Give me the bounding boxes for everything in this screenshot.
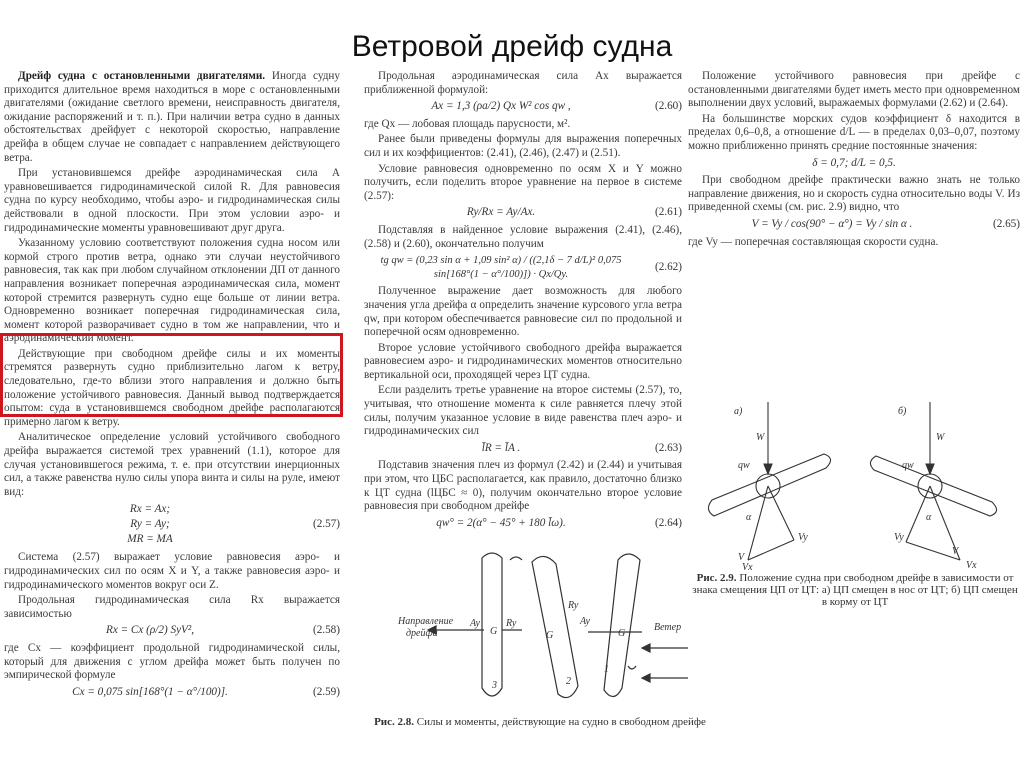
caption-number: Рис. 2.9. [696, 572, 737, 584]
paragraph: Второе условие устойчивого свободного дрейфа выражается равновесием аэро- и гидродинамических моментов относительно вертикальной оси, проходящей через ЦТ судна. [364, 341, 682, 381]
paragraph-text: Иногда судну приходится длительное время находиться в море с остановленными двигателями (ожидание светлого времени, неисправность двигателя, ожидание распоряжений и т. п.). При наличии ветра судно в данных обстоятельствах дрейфует с некоторой скоростью, направление дрейфа в общем случае не совпадает с направлением действующего ветра. [4, 70, 340, 164]
label-n1: 1 [604, 664, 609, 675]
label-vy: Vy [894, 532, 904, 543]
equation-2-59 [4, 686, 340, 700]
equation-2-60 [364, 100, 682, 114]
equation-2-61 [364, 206, 682, 220]
where-clause: где Qx — лобовая площадь парусности, м². [364, 117, 571, 130]
paragraph: Продольная гидродинамическая сила Rx выражается зависимостью [4, 594, 340, 620]
paragraph: На большинстве морских судов коэффициент δ находится в пределах 0,6–0,8, а отношение d/L — в пределах 0,03–0,07, поэтому можно приближенно принять средние постоянные значения: [688, 112, 1020, 152]
equation-body: Rx = Cx (ρ/2) SyV², [105, 624, 195, 637]
paragraph: Полученное выражение дает возможность для любого значения угла дрейфа α определить значение курсового угла ветра qw, при котором обеспечивается равновесие сил по продольной и поперечной осям одновременно. [364, 285, 682, 339]
where-clause: где Vy — поперечная составляющая скорости судна. [688, 235, 939, 248]
equation-2-57 [4, 502, 340, 547]
equation-number: (2.61) [654, 206, 682, 219]
paragraph: Подставляя в найденное условие выражения (2.41), (2.46), (2.58) и (2.60), окончательно получим [364, 223, 682, 250]
paragraph: Условие равновесия одновременно по осям X и Y можно получить, если поделить второе уравнение на первое в системе (2.57): [364, 162, 682, 202]
label-v: V [952, 546, 959, 557]
figure-2-9-caption [690, 572, 1020, 608]
equation-body: δ = 0,7; d/L = 0,5. [812, 156, 896, 169]
caption-text: Силы и моменты, действующие на судно в свободном дрейфе [416, 716, 706, 728]
paragraph [4, 70, 340, 165]
column-middle [364, 70, 682, 534]
label-v: V [738, 552, 745, 563]
equation-number: (2.58) [312, 624, 340, 637]
equation-body: V = Vy / cos(90° − α°) = Vy / sin α . [751, 217, 913, 230]
paragraph: Если разделить третье уравнение на второе системы (2.57), то, учитывая, что отношение момента к силе равняется плечу этой силы, получим указанное условие в виде равенства плеч аэро- и гидродинамических сил [364, 384, 682, 438]
paragraph: Подставив значения плеч из формул (2.42) и (2.44) и учитывая при этом, что ЦБС располагается, как правило, достаточно близко к ЦТ судна (lЦБС ≈ 0), получим окончательно второе условие равновесия при свободном дрейфе [364, 459, 682, 513]
slide-title: Ветровой дрейф судна [351, 30, 673, 63]
label-wind: Ветер [654, 622, 682, 633]
label-vx: Vx [742, 562, 753, 570]
label-direction: Направление [398, 616, 454, 627]
column-right [688, 70, 1020, 251]
label-qw: qw [902, 460, 914, 471]
label-w: W [756, 432, 765, 443]
equation-2-58 [4, 624, 340, 638]
equation-number: (2.62) [654, 260, 682, 273]
paragraph: Продольная аэродинамическая сила Ax выражается приближенной формулой: [364, 70, 682, 96]
label-ay: Ay [580, 616, 590, 627]
paragraph: При установившемся дрейфе аэродинамическая сила A уравновешивается гидродинамической силой R. Для равновесия судна по курсу необходимо, чтобы аэро- и гидродинамическая силы действовали в одной плоскости. При этом условии аэро- и гидродинамические моменты уравновешивают друг друга. [4, 167, 340, 234]
hull-a [708, 454, 830, 516]
label-n3: 3 [492, 680, 497, 691]
figure-2-8 [392, 548, 692, 710]
label-ay: Ay [470, 618, 480, 629]
paragraph: При свободном дрейфе практически важно знать не только направление движения, но и скорость судна относительно воды V. Из приведенной схемы (см. рис. 2.9) видно, что [688, 174, 1020, 214]
equation-number: (2.63) [654, 441, 682, 454]
equation-number: (2.57) [312, 518, 340, 531]
label-drift: дрейфа [406, 628, 438, 639]
paragraph: Система (2.57) выражает условие равновесия аэро- и гидродинамических сил по осям X и Y, а также равновесия аэро- и гидродинамического моментов вокруг оси Z. [4, 551, 340, 591]
label-vy: Vy [798, 532, 808, 543]
label-ry: Ry [506, 618, 517, 629]
paragraph: Положение устойчивого равновесия при дрейфе с остановленными двигателями будет иметь место при одновременном выполнении двух условий, выражаемых формулами (2.62) и (2.64). [688, 70, 1020, 110]
equation-body: tg qw = (0,23 sin α + 1,09 sin² α) / ((2,1δ − 7 d/L)² 0,075 sin[168°(1 − α°/100)]) · Qx/Qy. [380, 255, 622, 280]
equation-body: Ry/Rx = Ay/Ax. [466, 206, 536, 219]
label-n2: 2 [566, 676, 571, 687]
highlighted-paragraph: Действующие при свободном дрейфе силы и их моменты стремятся развернуть судно приблизительно лагом к ветру, следовательно, где-то вблизи этого направления и должно быть положение устойчивого равновесия. Данный вывод подтверждается опытом: суда в установившемся свободном дрейфе располагаются примерно лагом к ветру. [4, 347, 340, 428]
equation-2-65 [688, 218, 1020, 232]
equation-2-63 [364, 442, 682, 456]
paragraph: Ранее были приведены формулы для выражения поперечных сил и их коэффициентов: (2.41), (2.46), (2.47) и (2.51). [364, 133, 682, 159]
caption-text: Положение судна при свободном дрейфе в зависимости от знака смещения ЦП от ЦТ: а) ЦП смещен в нос от ЦТ; б) ЦП смещен в корму от ЦТ [692, 572, 1018, 608]
label-g: G [546, 630, 554, 641]
label-w: W [936, 432, 945, 443]
label-b: б) [898, 406, 907, 417]
equation-number: (2.59) [312, 685, 340, 698]
figure-2-9 [690, 400, 1020, 570]
hull-1 [604, 554, 640, 697]
equation-number: (2.60) [654, 100, 682, 113]
label-a: а) [734, 406, 743, 417]
equation-line: Ry = Ay; [130, 518, 170, 531]
equation-2-62 [364, 254, 682, 281]
hull-2 [532, 556, 578, 697]
label-alpha: α [926, 512, 932, 523]
label-qw: qw [738, 460, 750, 471]
label-alpha: α [746, 512, 752, 523]
label-vx: Vx [966, 560, 977, 570]
paragraph: Аналитическое определение условий устойчивого свободного дрейфа выражается системой трех уравнений (1.1), которое для случая установившегося режима, т. е. при отсутствии инерционных сил, а также равенства нулю силы упора винта и силы на руле, имеют вид: [4, 431, 340, 498]
figure-2-8-caption [360, 716, 720, 728]
label-g: G [490, 626, 498, 637]
equation-body: qw° = 2(α° − 45° + 180 l̄ω). [436, 516, 566, 529]
paragraph: Указанному условию соответствуют положения судна носом или кормой строго против ветра, однако эти случаи неустойчивого равновесия, так как при любом случайном отклонении ДП от данного направления возникает поперечная аэродинамическая сила, момент которой стремится развернуть судно еще больше от линии ветра. Одновременно возникает поперечная гидродинамическая сила, момент которой разворачивает судно в том же направлении, что и аэродинамический момент. [4, 237, 340, 345]
label-g: G [618, 628, 626, 639]
equation-body: Cx = 0,075 sin[168°(1 − α°/100)]. [72, 685, 228, 698]
caption-number: Рис. 2.8. [374, 716, 415, 728]
equation-2-64 [364, 517, 682, 531]
equation-body: Ax = 1,3 (ρa/2) Qx W² cos qw , [431, 100, 571, 113]
equation-constants [688, 157, 1020, 171]
where-clause: где Cx — коэффициент продольной гидродинамической силы, который для движения с углом дрейфа может быть получен по эмпирической формуле [4, 641, 340, 682]
hull-3 [482, 553, 502, 696]
label-ry: Ry [568, 600, 579, 611]
equation-number: (2.64) [654, 516, 682, 529]
equation-line: Rx = Ax; [129, 503, 171, 516]
equation-number: (2.65) [992, 217, 1020, 230]
highlight-frame [0, 333, 343, 417]
equation-line: MR = MA [127, 533, 173, 546]
equation-body: l̄R = l̄A . [481, 441, 521, 454]
paragraph-heading: Дрейф судна с остановленными двигателями. [18, 70, 266, 82]
